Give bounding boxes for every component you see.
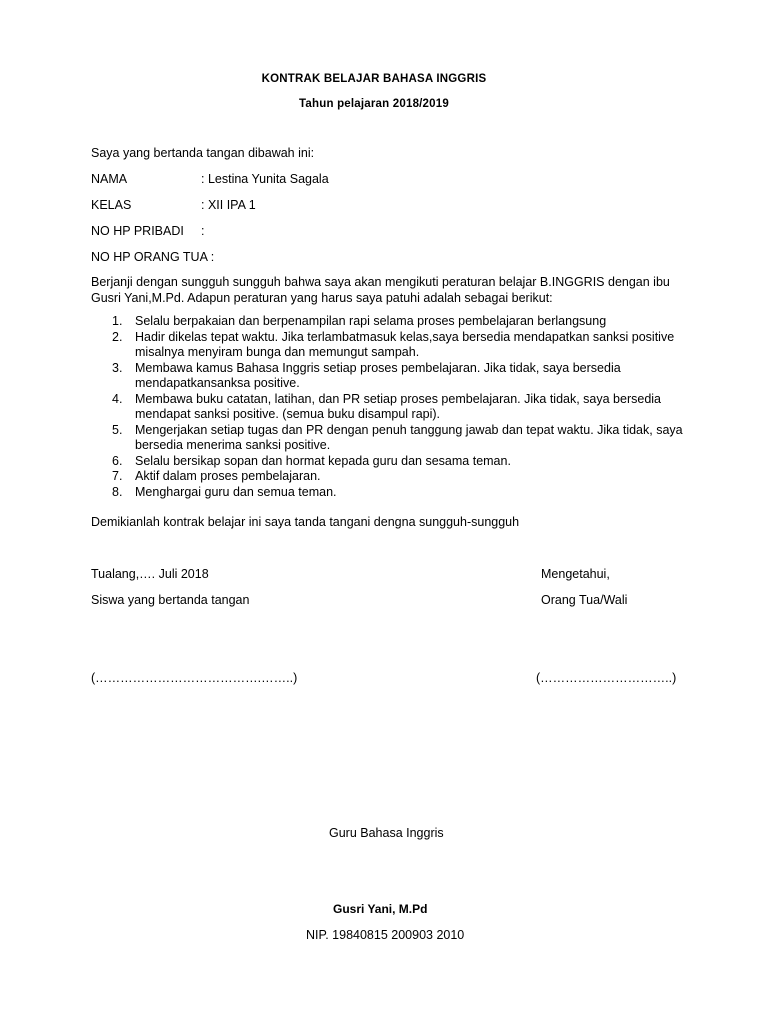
rule-item [91,361,691,392]
student-signature-label: Siswa yang bertanda tangan [91,593,250,607]
intro-text: Saya yang bertanda tangan dibawah ini: [91,146,315,160]
rule-item [91,330,691,361]
rule-item [91,485,691,501]
teacher-nip: NIP. 19840815 200903 2010 [306,928,465,942]
document-title: KONTRAK BELAJAR BAHASA INGGRIS [261,73,487,85]
closing-statement: Demikianlah kontrak belajar ini saya tanda tangani dengna sungguh-sungguh [91,515,520,529]
field-label-kelas: KELAS [91,198,132,212]
rule-item [91,454,691,470]
rule-number: 6. [112,453,123,468]
rule-text: Membawa kamus Bahasa Inggris setiap proses pembelajaran. Jika tidak, saya bersedia mendapatkansanksa positive. [135,360,621,390]
rule-text: Selalu bersikap sopan dan hormat kepada guru dan sesama teman. [135,453,511,468]
field-value-nama: : Lestina Yunita Sagala [201,172,329,186]
rule-text: Membawa buku catatan, latihan, dan PR setiap proses pembelajaran. Jika tidak, saya bersedia mendapat sanksi positive. (semua buku disampul rapi). [135,391,661,421]
rule-number: 2. [112,329,123,344]
pledge-paragraph: Berjanji dengan sungguh sungguh bahwa saya akan mengikuti peraturan belajar B.INGGRIS dengan ibu Gusri Yani,M.Pd. Adapun peraturan yang harus saya patuhi adalah sebagai berikut: [91,275,670,305]
document-subtitle: Tahun pelajaran 2018/2019 [299,98,449,110]
rule-number: 5. [112,422,123,437]
field-value-kelas: : XII IPA 1 [201,198,256,212]
rule-item [91,469,691,485]
field-label-nama: NAMA [91,172,128,186]
field-label-hp-pribadi: NO HP PRIBADI [91,224,184,238]
rule-number: 7. [112,469,123,483]
rule-item [91,392,691,423]
parent-signature-label: Orang Tua/Wali [541,593,628,607]
rule-text: Aktif dalam proses pembelajaran. [135,469,321,483]
teacher-name: Gusri Yani, M.Pd [333,902,428,916]
place-date: Tualang,…. Juli 2018 [91,567,209,581]
rule-item [91,423,691,454]
rules-list [91,314,691,500]
rule-item [91,314,691,330]
teacher-signature-label: Guru Bahasa Inggris [329,826,444,840]
rule-number: 8. [112,484,123,499]
rule-text: Mengerjakan setiap tugas dan PR dengan penuh tanggung jawab dan tepat waktu. Jika tidak, saya bersedia menerima sanksi positive. [135,422,683,452]
parent-signature-blank: (…………………………..) [536,671,677,685]
field-value-hp-pribadi: : [201,224,205,238]
field-label-hp-orang-tua: NO HP ORANG TUA : [91,250,215,264]
rule-number: 4. [112,391,123,406]
acknowledged-label: Mengetahui, [541,567,610,581]
rule-number: 1. [112,314,123,328]
rule-text: Selalu berpakaian dan berpenampilan rapi selama proses pembelajaran berlangsung [135,314,607,328]
rule-text: Hadir dikelas tepat waktu. Jika terlambatmasuk kelas,saya bersedia mendapatkan sanksi positive misalnya menyiram bunga dan memungut sampah. [135,329,675,359]
rule-number: 3. [112,360,123,375]
student-signature-blank: (………………………………….……..) [91,671,298,685]
rule-text: Menghargai guru dan semua teman. [135,484,337,499]
